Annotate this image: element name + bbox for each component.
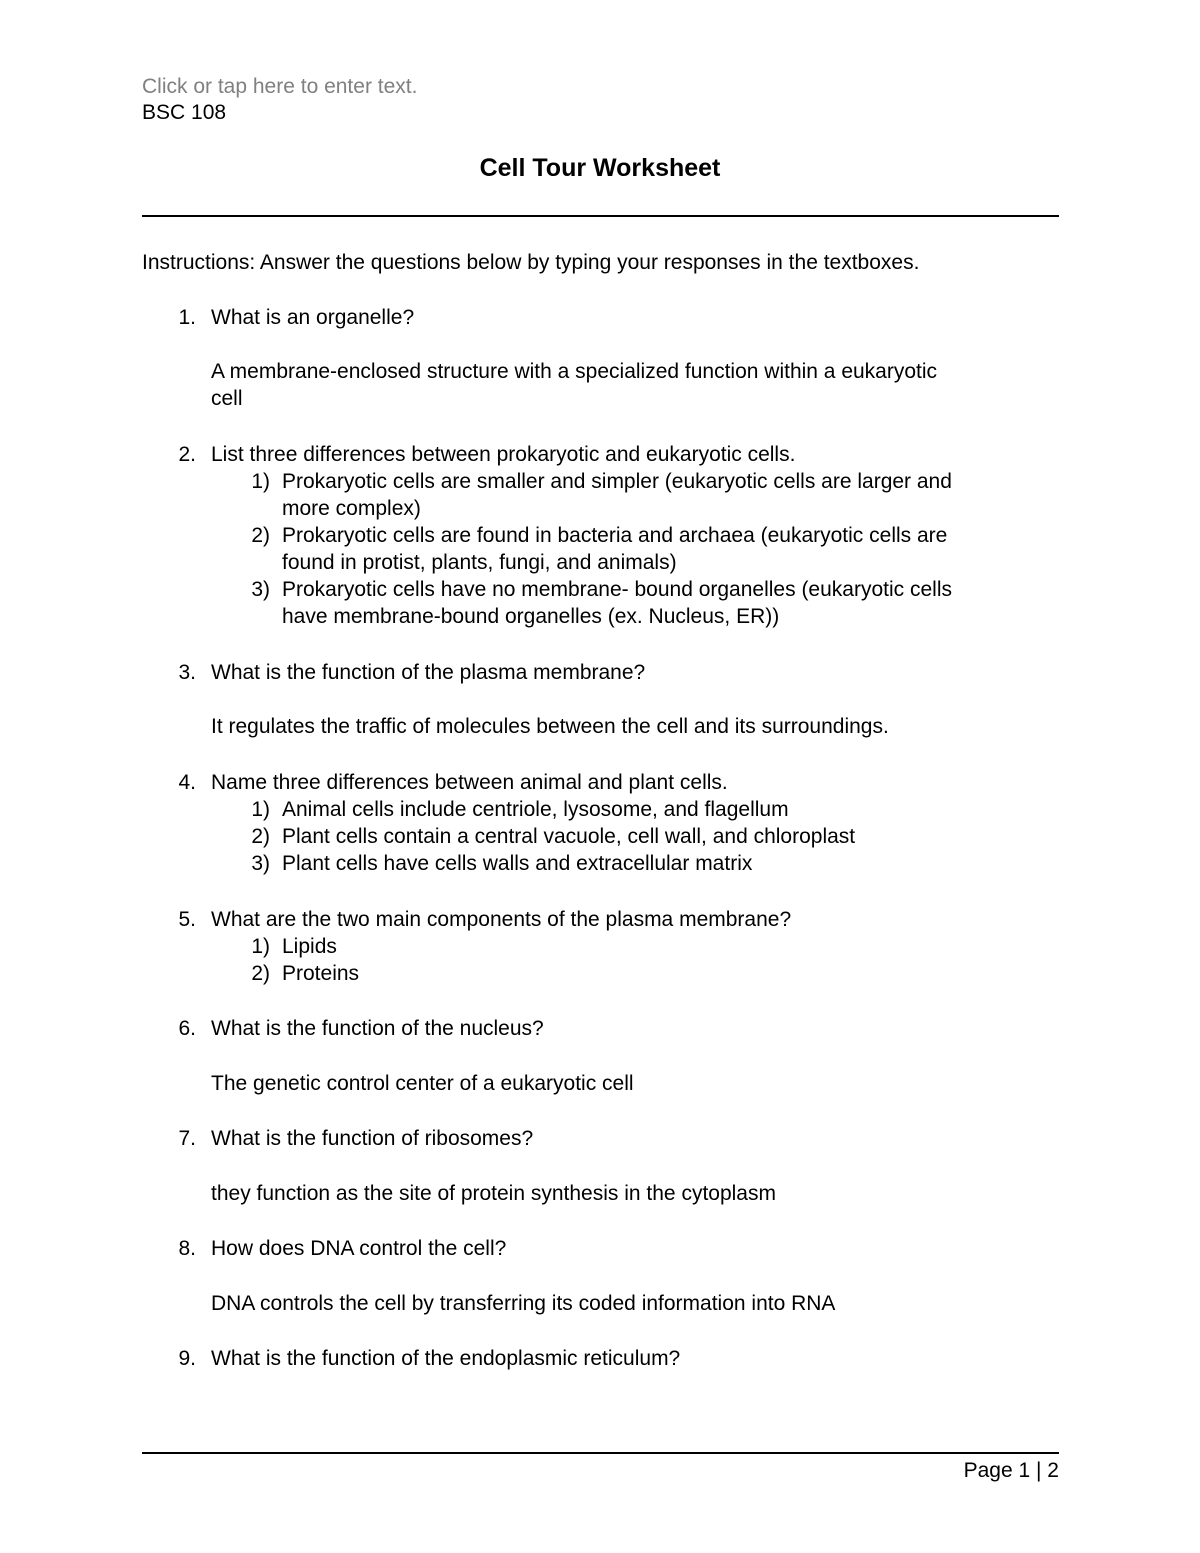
list-item-text[interactable]: Prokaryotic cells are smaller and simpler (eukaryotic cells are larger and: [282, 470, 952, 493]
question-number: 4.: [178, 771, 196, 794]
question-number: 9.: [178, 1347, 196, 1370]
list-item-number: 1): [251, 470, 270, 493]
footer-divider: [142, 1452, 1059, 1454]
question-number: 3.: [178, 661, 196, 684]
question-number: 5.: [178, 908, 196, 931]
question-number: 1.: [178, 306, 196, 329]
list-item-text[interactable]: Animal cells include centriole, lysosome, and flagellum: [282, 798, 789, 821]
question-text: How does DNA control the cell?: [211, 1237, 507, 1260]
question-text: What is the function of the endoplasmic reticulum?: [211, 1347, 681, 1370]
answer-text[interactable]: The genetic control center of a eukaryotic cell: [211, 1072, 634, 1095]
answer-text[interactable]: It regulates the traffic of molecules between the cell and its surroundings.: [211, 715, 889, 738]
question-number: 2.: [178, 443, 196, 466]
answer-text[interactable]: A membrane-enclosed structure with a specialized function within a eukaryotic: [211, 360, 938, 383]
list-item-text[interactable]: Proteins: [282, 962, 360, 985]
list-item-number: 2): [251, 524, 270, 547]
page-title: Cell Tour Worksheet: [479, 154, 721, 182]
list-item-text[interactable]: Plant cells have cells walls and extracellular matrix: [282, 852, 753, 875]
list-item-number: 3): [251, 852, 270, 875]
answer-text[interactable]: DNA controls the cell by transferring its coded information into RNA: [211, 1292, 836, 1315]
question-text: What is the function of the plasma membrane?: [211, 661, 646, 684]
question-text: List three differences between prokaryotic and eukaryotic cells.: [211, 443, 796, 466]
answer-text[interactable]: cell: [211, 387, 243, 410]
question-text: What is an organelle?: [211, 306, 415, 329]
list-item-text[interactable]: Prokaryotic cells are found in bacteria and archaea (eukaryotic cells are: [282, 524, 948, 547]
list-item-number: 1): [251, 798, 270, 821]
question-number: 8.: [178, 1237, 196, 1260]
instructions: Instructions: Answer the questions below by typing your responses in the textboxes.: [142, 251, 920, 274]
list-item-number: 2): [251, 962, 270, 985]
list-item-number: 1): [251, 935, 270, 958]
list-item-text[interactable]: have membrane-bound organelles (ex. Nucleus, ER)): [282, 605, 780, 628]
title-divider: [142, 215, 1059, 217]
list-item-text[interactable]: Plant cells contain a central vacuole, cell wall, and chloroplast: [282, 825, 856, 848]
question-text: What is the function of ribosomes?: [211, 1127, 534, 1150]
answer-text[interactable]: they function as the site of protein synthesis in the cytoplasm: [211, 1182, 776, 1205]
question-text: Name three differences between animal and plant cells.: [211, 771, 728, 794]
course-code: BSC 108: [142, 101, 227, 124]
list-item-text[interactable]: Prokaryotic cells have no membrane- bound organelles (eukaryotic cells: [282, 578, 952, 601]
name-text-field[interactable]: Click or tap here to enter text.: [142, 75, 418, 98]
list-item-number: 3): [251, 578, 270, 601]
list-item-number: 2): [251, 825, 270, 848]
page-number: Page 1 | 2: [963, 1459, 1059, 1482]
question-text: What is the function of the nucleus?: [211, 1017, 544, 1040]
question-number: 6.: [178, 1017, 196, 1040]
list-item-text[interactable]: Lipids: [282, 935, 337, 958]
question-number: 7.: [178, 1127, 196, 1150]
list-item-text[interactable]: found in protist, plants, fungi, and animals): [282, 551, 677, 574]
question-text: What are the two main components of the plasma membrane?: [211, 908, 792, 931]
list-item-text[interactable]: more complex): [282, 497, 421, 520]
